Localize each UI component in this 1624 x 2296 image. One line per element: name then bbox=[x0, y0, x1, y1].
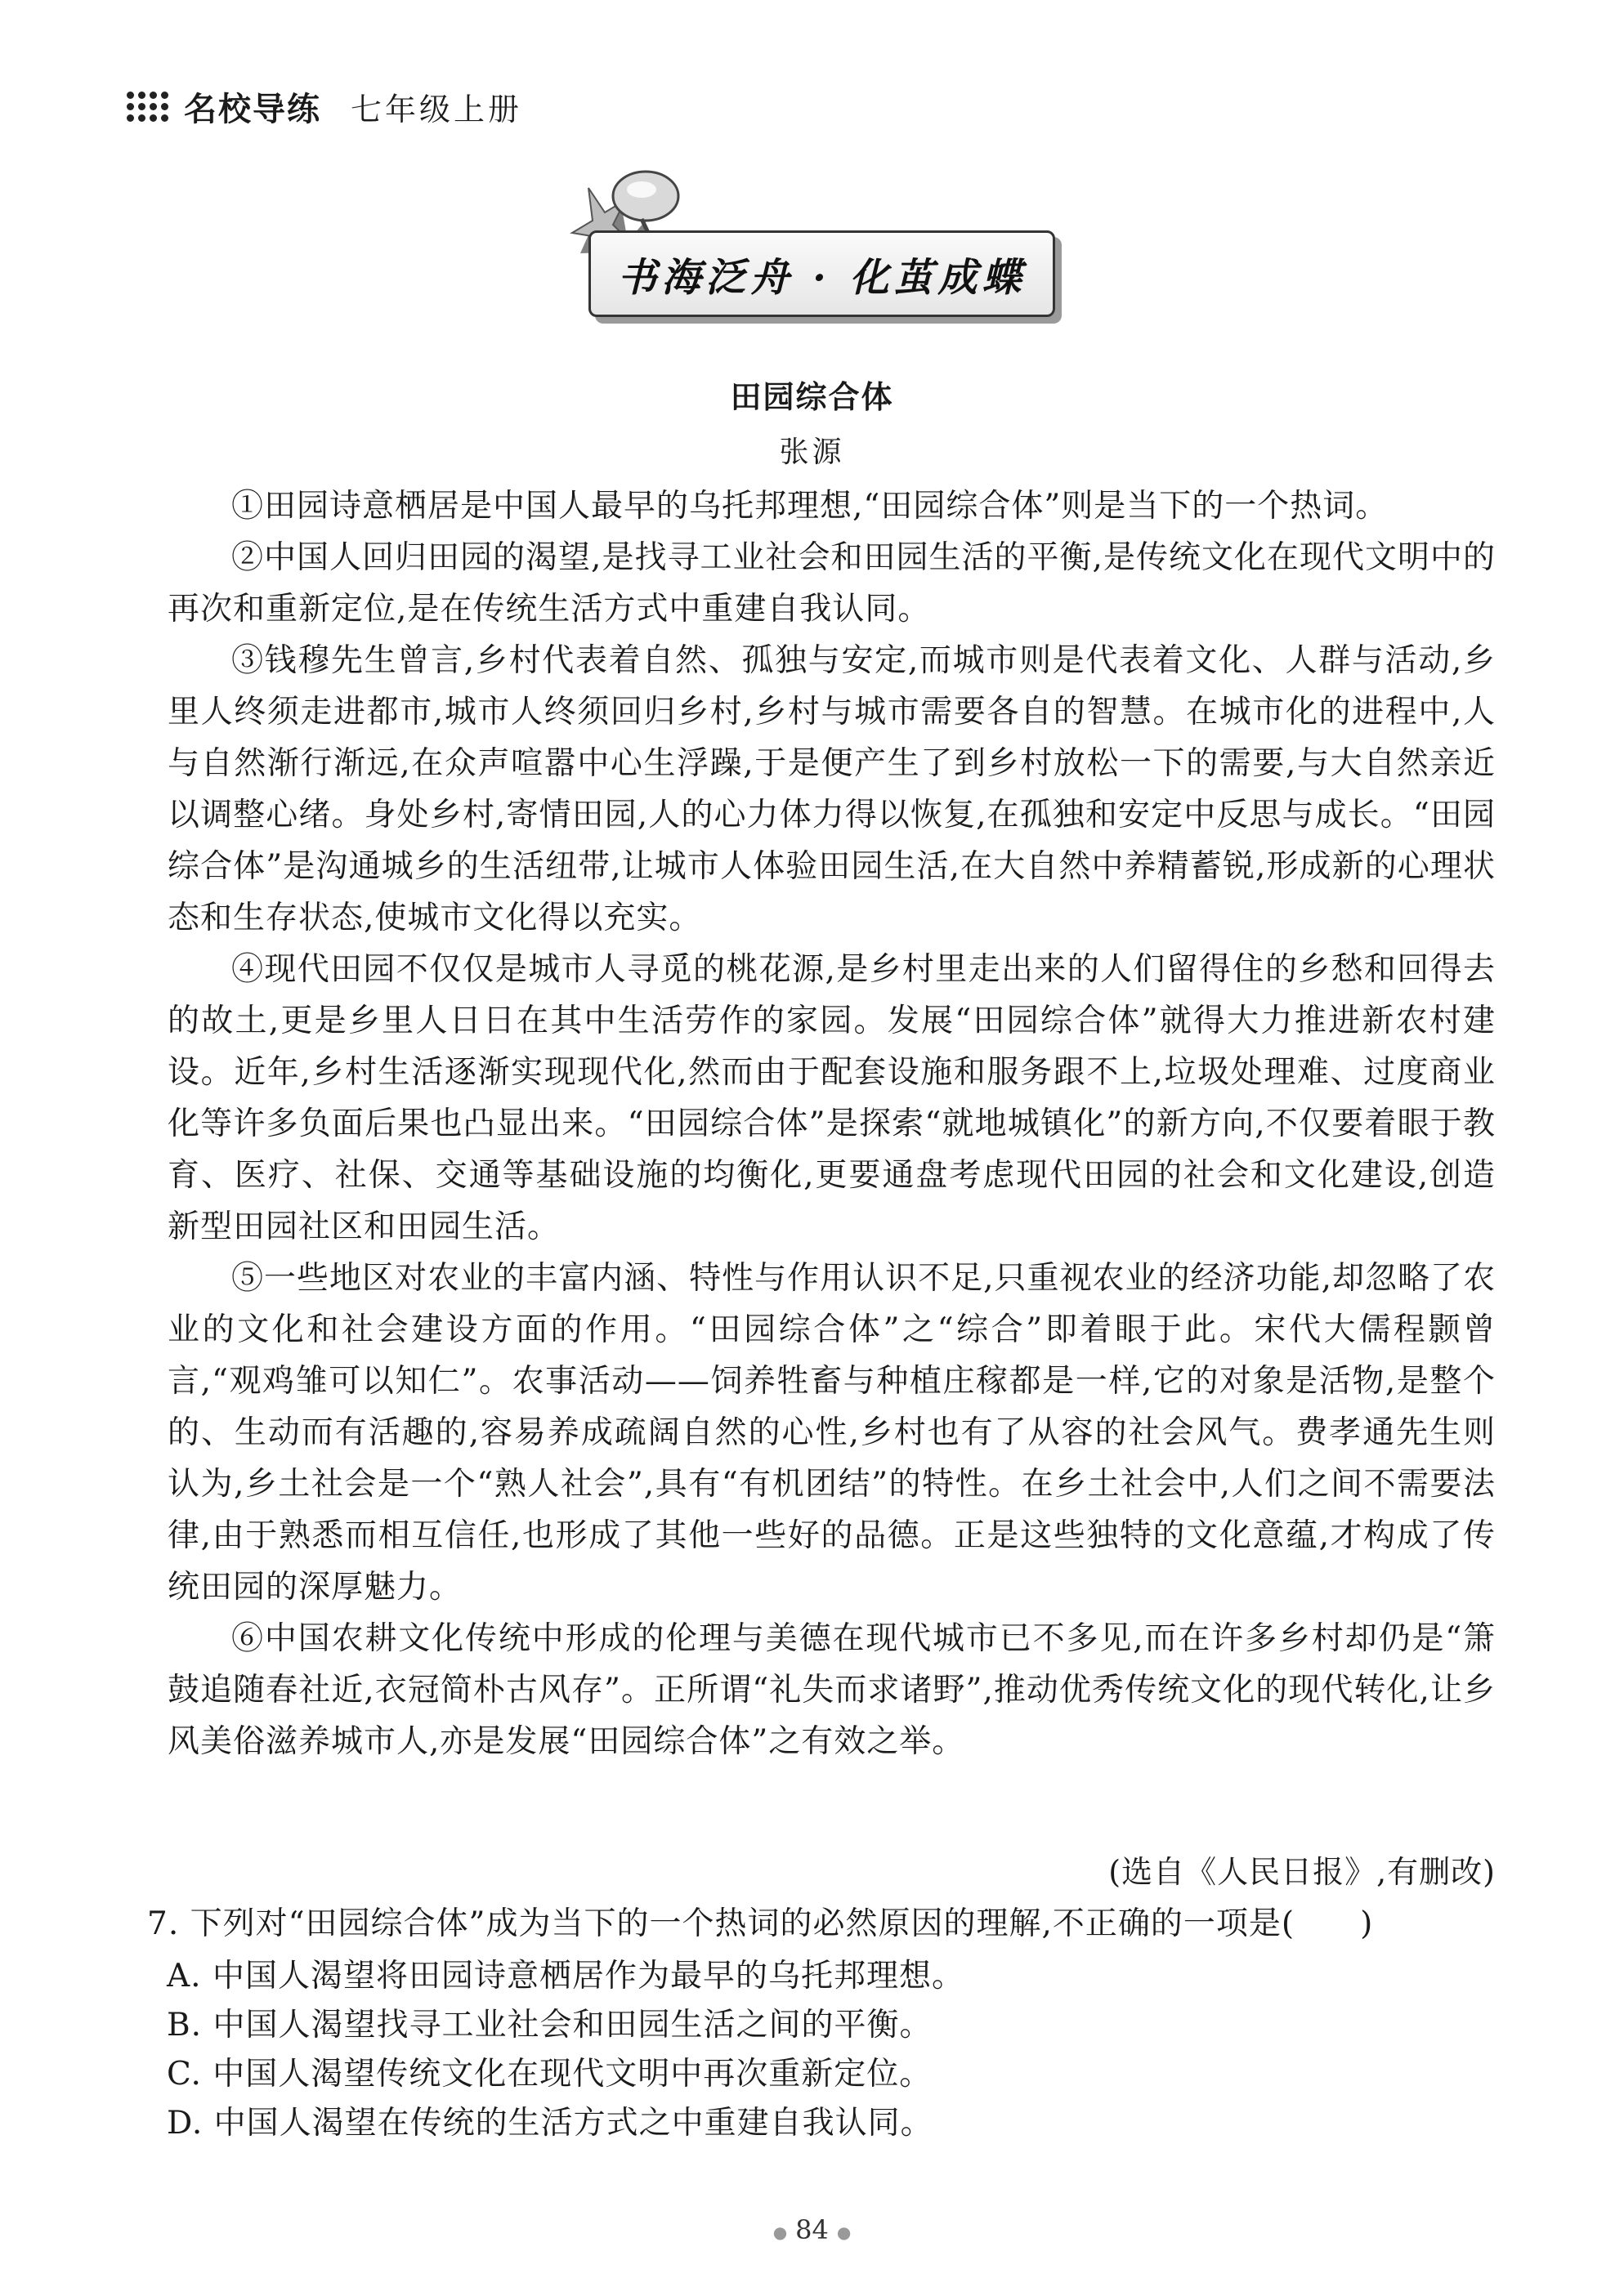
paragraph-1: ①田园诗意栖居是中国人最早的乌托邦理想,“田园综合体”则是当下的一个热词。 bbox=[231, 488, 1389, 525]
series-title: 名校导练 bbox=[184, 90, 321, 128]
page-number-text: 84 bbox=[795, 2214, 829, 2245]
article-author: 张源 bbox=[779, 436, 845, 469]
question-7 bbox=[147, 1900, 1496, 2148]
article-source: (选自《人民日报》,有删改) bbox=[1108, 1854, 1496, 1890]
paragraph-3: ③钱穆先生曾言,乡村代表着自然、孤独与安定,而城市则是代表着文化、人群与活动,乡里人终须走进都市,城市人终须回归乡村,乡村与城市需要各自的智慧。在城市化的进程中,人与自然渐行渐远,在众声喧嚣中心生浮躁,于是便产生了到乡村放松一下的需要,与大自然亲近以调整心绪。身处乡村,寄情田园,人的心力体力得以恢复,在孤独和安定中反思与成长。“田园综合体”是沟通城乡的生活纽带,让城市人体验田园生活,在大自然中养精蓄锐,形成新的心理状态和生存状态,使城市文化得以充实。 bbox=[168, 642, 1496, 936]
option-c: C. 中国人渴望传统文化在现代文明中再次重新定位。 bbox=[167, 2056, 933, 2093]
option-d: D. 中国人渴望在传统的生活方式之中重建自我认同。 bbox=[167, 2105, 933, 2142]
question-stem-end: ) bbox=[1360, 1905, 1374, 1942]
section-banner bbox=[564, 155, 1071, 335]
article-body bbox=[168, 480, 1496, 1767]
page-header bbox=[127, 82, 522, 131]
option-a: A. 中国人渴望将田园诗意栖居作为最早的乌托邦理想。 bbox=[167, 1958, 964, 1994]
dot-right-icon: ● bbox=[836, 2222, 852, 2242]
grade-label: 七年级上册 bbox=[351, 91, 523, 127]
banner-title: 书海泛舟 · 化茧成蝶 bbox=[617, 254, 1027, 301]
question-stem bbox=[147, 1900, 1496, 1949]
dot-left-icon: ● bbox=[772, 2222, 788, 2242]
banner-box bbox=[588, 230, 1055, 317]
question-stem-text: 7. 下列对“田园综合体”成为当下的一个热词的必然原因的理解,不正确的一项是( bbox=[147, 1905, 1295, 1942]
paragraph-4: ④现代田园不仅仅是城市人寻觅的桃花源,是乡村里走出来的人们留得住的乡愁和回得去的故土,更是乡里人日日在其中生活劳作的家园。发展“田园综合体”就得大力推进新农村建设。近年,乡村生活逐渐实现现代化,然而由于配套设施和服务跟不上,垃圾处理难、过度商业化等许多负面后果也凸显出来。“田园综合体”是探索“就地城镇化”的新方向,不仅要着眼于教育、医疗、社保、交通等基础设施的均衡化,更要通盘考虑现代田园的社会和文化建设,创造新型田园社区和田园生活。 bbox=[168, 951, 1496, 1245]
dots-logo-icon bbox=[127, 92, 169, 122]
paragraph-6: ⑥中国农耕文化传统中形成的伦理与美德在现代城市已不多见,而在许多乡村却仍是“箫鼓追随春社近,衣冠简朴古风存”。正所谓“礼失而求诸野”,推动优秀传统文化的现代转化,让乡风美俗滋养城市人,亦是发展“田园综合体”之有效之举。 bbox=[168, 1620, 1496, 1760]
page-number bbox=[0, 2214, 1624, 2245]
paragraph-5: ⑤一些地区对农业的丰富内涵、特性与作用认识不足,只重视农业的经济功能,却忽略了农业的文化和社会建设方面的作用。“田园综合体”之“综合”即着眼于此。宋代大儒程颢曾言,“观鸡雏可以知仁”。农事活动——饲养牲畜与种植庄稼都是一样,它的对象是活物,是整个的、生动而有活趣的,容易养成疏阔自然的心性,乡村也有了从容的社会风气。费孝通先生则认为,乡土社会是一个“熟人社会”,具有“有机团结”的特性。在乡土社会中,人们之间不需要法律,由于熟悉而相互信任,也形成了其他一些好的品德。正是这些独特的文化意蕴,才构成了传统田园的深厚魅力。 bbox=[168, 1260, 1496, 1606]
option-b: B. 中国人渴望找寻工业社会和田园生活之间的平衡。 bbox=[167, 2007, 933, 2044]
paragraph-2: ②中国人回归田园的渴望,是找寻工业社会和田园生活的平衡,是传统文化在现代文明中的再次和重新定位,是在传统生活方式中重建自我认同。 bbox=[168, 539, 1496, 628]
article-title: 田园综合体 bbox=[730, 379, 894, 415]
